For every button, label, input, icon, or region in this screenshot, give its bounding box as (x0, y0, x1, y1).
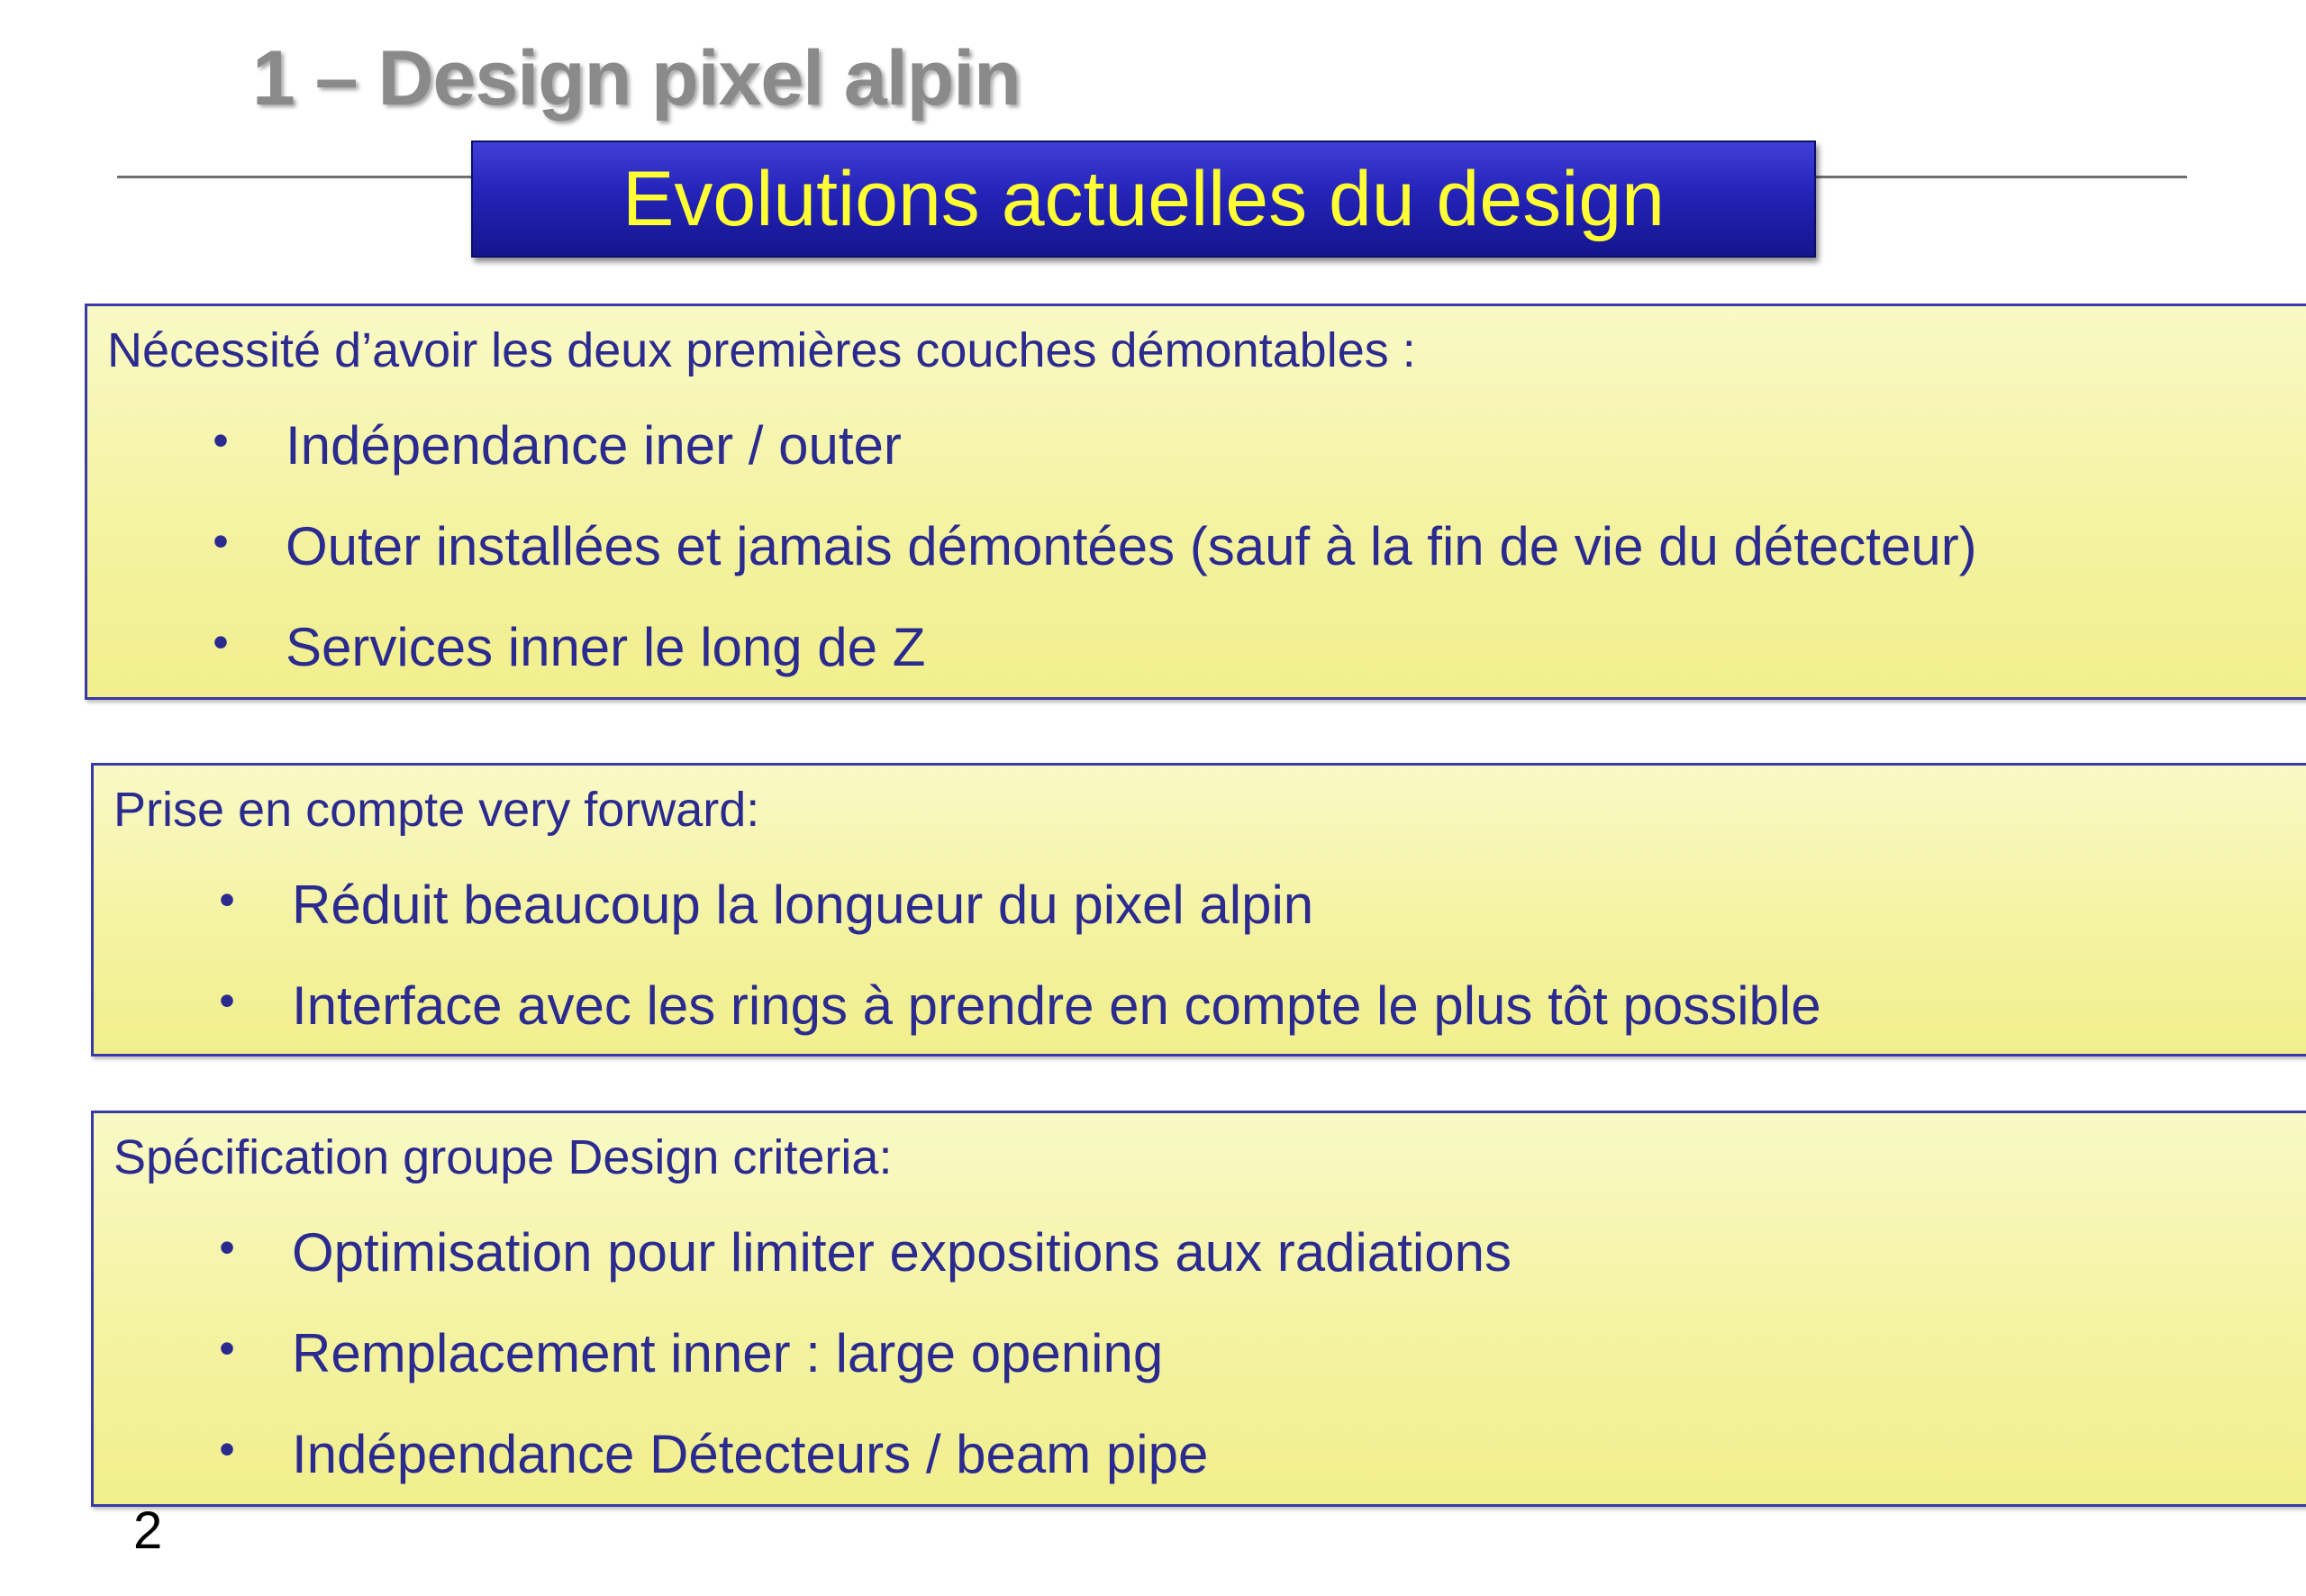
bullet-text: Réduit beaucoup la longueur du pixel alpin (292, 875, 1314, 935)
bullet-text: Services inner le long de Z (286, 617, 926, 677)
bullet-text: Indépendance Détecteurs / beam pipe (292, 1424, 1209, 1484)
bullet-icon: • (219, 1424, 235, 1474)
bullet-icon: • (219, 975, 235, 1026)
banner-text: Evolutions actuelles du design (622, 155, 1665, 242)
bullet-icon: • (213, 617, 229, 667)
bullet-text: Optimisation pour limiter expositions aux radiations (292, 1222, 1512, 1283)
bullet-text: Indépendance iner / outer (286, 415, 902, 476)
bullet-icon: • (219, 1323, 235, 1374)
bullet-icon: • (213, 516, 229, 567)
section-box-very-forward (91, 763, 2306, 1056)
section-box-removable-layers (85, 304, 2306, 700)
bullet-icon: • (219, 1222, 235, 1273)
bullet-icon: • (219, 875, 235, 925)
section-box-design-criteria (91, 1111, 2306, 1507)
bullet-icon: • (213, 415, 229, 466)
section-banner (471, 141, 1816, 258)
page-number: 2 (133, 1501, 163, 1560)
section-heading: Nécessité d’avoir les deux premières couches démontables : (107, 323, 1416, 377)
slide-title: 1 – Design pixel alpin (252, 35, 1021, 122)
bullet-text: Interface avec les rings à prendre en compte le plus tôt possible (292, 975, 1821, 1036)
bullet-text: Remplacement inner : large opening (292, 1323, 1164, 1383)
section-heading: Prise en compte very forward: (113, 783, 760, 837)
bullet-text: Outer installées et jamais démontées (sauf à la fin de vie du détecteur) (286, 516, 1977, 576)
section-heading: Spécification groupe Design criteria: (113, 1130, 893, 1184)
